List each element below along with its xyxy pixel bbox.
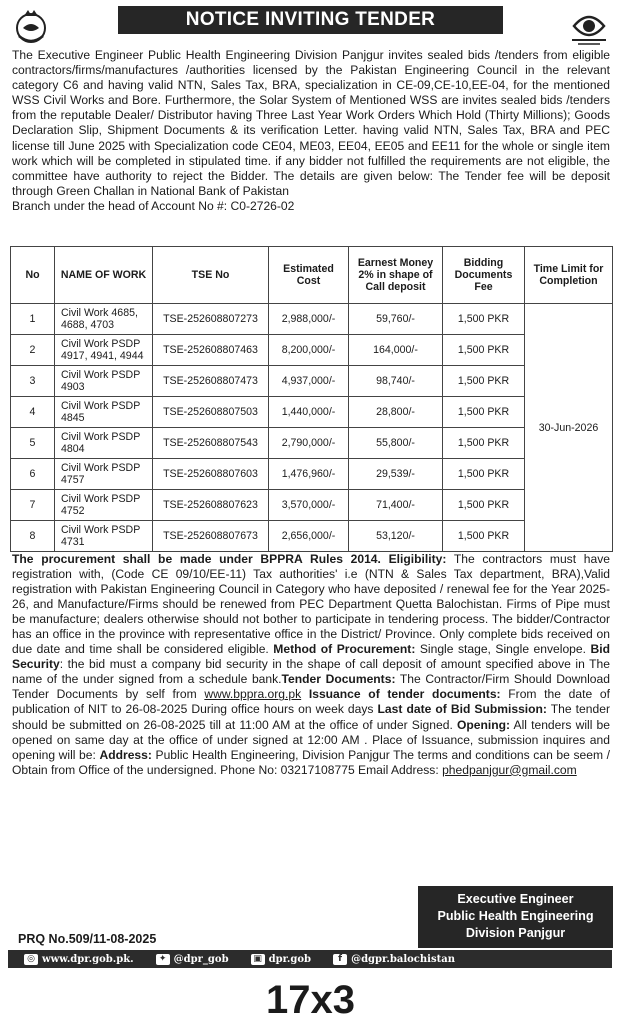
balochistan-emblem-icon (10, 6, 52, 46)
row-tse: TSE-252608807463 (153, 335, 269, 366)
method-text: Single stage, Single envelope. (415, 642, 591, 657)
prq-number: PRQ No.509/11-08-2025 (18, 932, 157, 946)
row-earnest: 71,400/- (349, 490, 443, 521)
row-tse: TSE-252608807473 (153, 366, 269, 397)
row-fee: 1,500 PKR (443, 490, 525, 521)
notice-title: NOTICE INVITING TENDER (118, 6, 503, 34)
row-work: Civil Work PSDP 4757 (55, 459, 153, 490)
row-tse: TSE-252608807623 (153, 490, 269, 521)
email-link[interactable]: phedpanjgur@gmail.com (442, 762, 577, 777)
row-cost: 1,476,960/- (269, 459, 349, 490)
table-row (11, 428, 613, 459)
footer-facebook[interactable] (333, 954, 455, 965)
address-text: Public Health Engineering, Division Panjgur The terms and conditions can be seem / Obtain from Office of the undersigned. Phone No: 03217108775 Email Address: (12, 747, 611, 777)
row-earnest: 164,000/- (349, 335, 443, 366)
tender-docs-label: Tender Documents: (281, 672, 396, 687)
row-earnest: 29,539/- (349, 459, 443, 490)
table-row (11, 521, 613, 552)
col-header-fee: Bidding Documents Fee (443, 247, 525, 304)
opening-text: All tenders will be opened on same day at the office of under signed at 12:00 AM . Place of Issuance, submission inquires and opening will be: (12, 717, 610, 762)
twitter-icon: ✦ (156, 954, 170, 965)
row-no: 3 (11, 366, 55, 397)
row-earnest: 98,740/- (349, 366, 443, 397)
row-work: Civil Work PSDP 4917, 4941, 4944 (55, 335, 153, 366)
row-no: 8 (11, 521, 55, 552)
signature-line-2: Public Health Engineering (437, 909, 594, 923)
eligibility-text: The contractors must have registration with, (Code CE 09/10/EE-11) Tax authorities' i.e (NTN & Sales Tax department, BRA),Valid registration with Pakistan Engineering Council in Category who have deposited / renewal fee for the Year 2025-26, and Manufacture/Firms should be renewed from PEC Department Quetta Balochistan. Firms of Pipe must be manufacture; dealers otherwise should not bother to participate in tendering process. The bidder/Contractor has an office in the province with representative office in the District/ Province. Only complete bids received on due date and time shall be considered eligible. (12, 552, 611, 657)
footer-facebook-text: @dgpr.balochistan (351, 953, 455, 965)
row-fee: 1,500 PKR (443, 459, 525, 490)
row-work: Civil Work PSDP 4752 (55, 490, 153, 521)
footer-web[interactable] (24, 954, 134, 965)
row-fee: 1,500 PKR (443, 428, 525, 459)
row-work: Civil Work 4685, 4688, 4703 (55, 304, 153, 335)
table-header-row (11, 247, 613, 304)
row-fee: 1,500 PKR (443, 521, 525, 552)
row-no: 7 (11, 490, 55, 521)
instagram-icon: ▣ (251, 954, 265, 965)
col-header-work: NAME OF WORK (55, 247, 153, 304)
table-row (11, 459, 613, 490)
signature-block (418, 886, 613, 948)
header (0, 0, 621, 50)
opening-label: Opening: (456, 717, 511, 732)
footer-instagram[interactable] (251, 954, 311, 965)
completion-date: 30-Jun-2026 (525, 304, 613, 552)
row-work: Civil Work PSDP 4845 (55, 397, 153, 428)
row-work: Civil Work PSDP 4731 (55, 521, 153, 552)
row-no: 1 (11, 304, 55, 335)
table-row (11, 366, 613, 397)
footer-twitter-text: @dpr_gob (173, 953, 229, 965)
row-no: 6 (11, 459, 55, 490)
account-line: Branch under the head of Account No #: C0-2726-02 (12, 198, 295, 213)
bid-security-label: Bid Security (12, 642, 610, 672)
issuance-text: From the date of publication of NIT to 26-08-2025 During office hours on week days (12, 687, 610, 717)
footer-web-text: www.dpr.gob.pk. (42, 953, 134, 965)
row-work: Civil Work PSDP 4903 (55, 366, 153, 397)
footer-instagram-text: dpr.gob (268, 953, 312, 965)
row-cost: 2,988,000/- (269, 304, 349, 335)
table-row (11, 304, 613, 335)
row-earnest: 28,800/- (349, 397, 443, 428)
row-tse: TSE-252608807273 (153, 304, 269, 335)
globe-icon: ◎ (24, 954, 38, 965)
ad-size-label: 17x3 (266, 978, 355, 1022)
row-no: 2 (11, 335, 55, 366)
signature-line-1: Executive Engineer (457, 892, 574, 906)
table-row (11, 335, 613, 366)
row-earnest: 59,760/- (349, 304, 443, 335)
row-fee: 1,500 PKR (443, 366, 525, 397)
row-fee: 1,500 PKR (443, 397, 525, 428)
bid-security-text: : the bid must a company bid security in the shape of call deposit of amount specified above in The name of the under signed from a schedule bank. (12, 657, 610, 687)
row-cost: 1,440,000/- (269, 397, 349, 428)
footer-twitter[interactable] (156, 954, 229, 965)
footer-bar (8, 950, 612, 968)
last-date-label: Last date of Bid Submission: (377, 702, 547, 717)
row-no: 5 (11, 428, 55, 459)
row-cost: 2,656,000/- (269, 521, 349, 552)
tender-table (10, 246, 613, 552)
col-header-tse: TSE No (153, 247, 269, 304)
issuance-label: Issuance of tender documents: (308, 687, 501, 702)
bppra-website-link[interactable]: www.bppra.org.pk (204, 687, 302, 702)
col-header-earnest: Earnest Money 2% in shape of Call deposit (349, 247, 443, 304)
last-date-text: The tender should be submitted on 26-08-2025 till at 11:00 AM at the office of under Signed. (12, 702, 610, 732)
intro-text: The Executive Engineer Public Health Engineering Division Panjgur invites sealed bids /tenders from eligible contractors/firms/manufactures /authorities licensed by the Pakistan Engineering Council in the relevant category C6 and having valid NTN, Sales Tax, BRA, specialization in CE-09,CE-10,EE-04, for the mentioned WSS Civil Works and Bore. Furthermore, the Solar System of Mentioned WSS are invites sealed bids /tenders from the reputable Dealer/ Distributor having Three Last Year Work Orders Which Hold (Thirty Millions); Goods Declaration Slip, Shipment Documents & its verification Letter. having valid NTN, Sales Tax, BRA and PEC license till June 2025 with Specialization code CE04, ME03, EE04, EE05 and EE11 for the whole or single item work which will be completed in stipulated time. if any bidder not fulfilled the requirements are not eligible, the committee have authority to reject the Bidder. The details are given below: The Tender fee will be deposit through Green Challan in National Bank of Pakistan (12, 48, 610, 198)
row-earnest: 55,800/- (349, 428, 443, 459)
row-earnest: 53,120/- (349, 521, 443, 552)
row-tse: TSE-252608807603 (153, 459, 269, 490)
table-row (11, 397, 613, 428)
col-header-cost: Estimated Cost (269, 247, 349, 304)
row-cost: 8,200,000/- (269, 335, 349, 366)
terms-paragraph (12, 552, 610, 778)
procurement-rules-label: The procurement shall be made under BPPRA Rules 2014. Eligibility: (12, 552, 447, 566)
table-row (11, 490, 613, 521)
row-cost: 4,937,000/- (269, 366, 349, 397)
row-cost: 3,570,000/- (269, 490, 349, 521)
row-fee: 1,500 PKR (443, 304, 525, 335)
method-label: Method of Procurement: (273, 642, 416, 657)
row-tse: TSE-252608807673 (153, 521, 269, 552)
col-header-completion: Time Limit for Completion (525, 247, 613, 304)
tender-docs-text: The Contractor/Firm Should Download Tender Documents by self from (12, 672, 610, 702)
row-no: 4 (11, 397, 55, 428)
facebook-icon: f (333, 954, 347, 965)
intro-paragraph (12, 48, 610, 214)
row-tse: TSE-252608807543 (153, 428, 269, 459)
signature-line-3: Division Panjgur (465, 926, 566, 940)
col-header-no: No (11, 247, 55, 304)
row-tse: TSE-252608807503 (153, 397, 269, 428)
dpr-logo-icon (568, 6, 610, 46)
row-work: Civil Work PSDP 4804 (55, 428, 153, 459)
address-label: Address: (99, 747, 152, 762)
row-cost: 2,790,000/- (269, 428, 349, 459)
row-fee: 1,500 PKR (443, 335, 525, 366)
